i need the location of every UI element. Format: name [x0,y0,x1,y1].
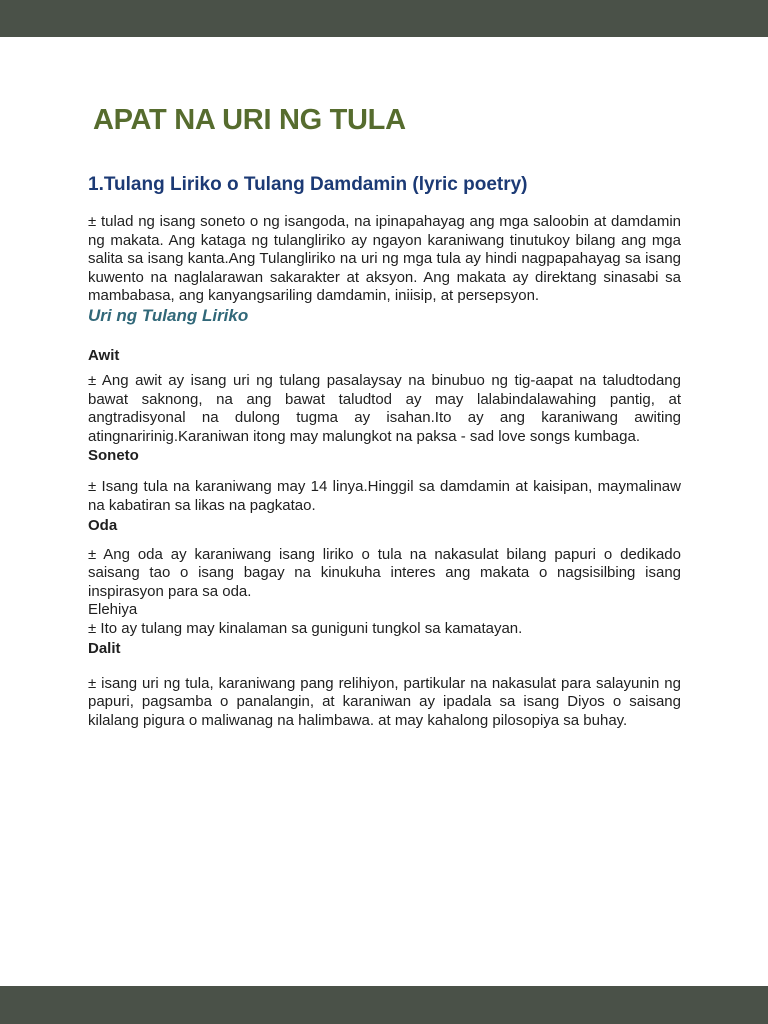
document-page [0,37,768,986]
paragraph-awit: ± Ang awit ay isang uri ng tulang pasalaysay na binubuo ng tig-aapat na taludtodang bawat saknong, na ang bawat taludtod ay may lalabindalawahing pantig, at angtradisyonal na dulong tugma ay isahan.Ito ay ang karaniwang awiting atingnaririnig.Karaniwan itong may malungkot na paksa - sad love songs kumbaga. [88,371,681,445]
section-heading-tulang-liriko: 1.Tulang Liriko o Tulang Damdamin (lyric poetry) [88,174,528,195]
intro-paragraph: ± tulad ng isang soneto o ng isangoda, na ipinapahayag ang mga saloobin at damdamin ng makata. Ang kataga ng tulangliriko ay ngayon karaniwang tinutukoy bilang ang mga salita sa isang kanta.Ang Tulangliriko na uri ng mga tula ay hindi nagpapahayag sa isang kuwento na naglalarawan sakarakter at aksyon. Ang makata ay direktang sinasabi sa mambabasa, ang kanyangsariling damdamin, iniisip, at persepsyon. [88,213,681,305]
type-heading-dalit: Dalit [88,639,121,657]
paragraph-oda: ± Ang oda ay karaniwang isang liriko o tula na nakasulat bilang papuri o dedikado saisang tao o isang bagay na kinukuha interes ang makata o nagsisilbing isang inspirasyon para sa oda. [88,545,681,600]
viewer-bottom-bar [0,986,768,1024]
viewer-top-bar [0,0,768,37]
paragraph-soneto: ± Isang tula na karaniwang may 14 linya.Hinggil sa damdamin at kaisipan, maymalinaw na kabatiran sa likas na pagkatao. [88,478,681,514]
paragraph-elehiya: ± Ito ay tulang may kinalaman sa guniguni tungkol sa kamatayan. [88,619,523,637]
subsection-heading-uri-ng-tulang-liriko: Uri ng Tulang Liriko [88,305,249,325]
type-heading-awit: Awit [88,346,120,364]
document-title: APAT NA URI NG TULA [93,104,406,136]
type-label-elehiya: Elehiya [88,601,138,619]
type-heading-oda: Oda [88,516,118,534]
type-heading-soneto: Soneto [88,447,139,465]
paragraph-dalit: ± isang uri ng tula, karaniwang pang relihiyon, partikular na nakasulat para salayunin ng papuri, pagsamba o panalangin, at karaniwan ay ipadala sa isang Diyos o saisang kilalang pigura o maliwanag na halimbawa. at may kahalong pilosopiya sa buhay. [88,674,681,729]
